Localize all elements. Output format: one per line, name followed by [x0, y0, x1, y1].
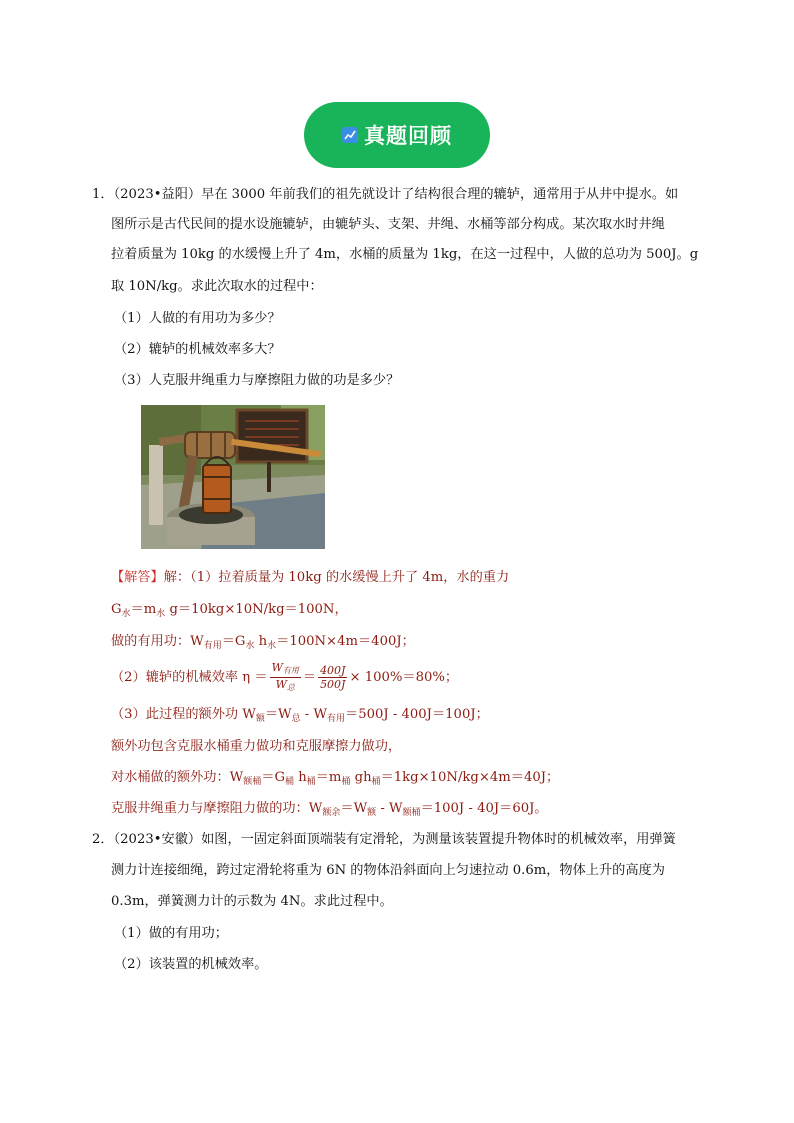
banner-title: 真题回顾 [364, 124, 452, 148]
answer-line-3: 做的有用功：$W_{有用}=G_水$ $h_水=100N\times 4m=400J$； [111, 634, 415, 651]
efficiency-fraction-numeric: $\frac{400J}{500J}$ [320, 664, 346, 691]
answer-line-8: 克服井绳重力与摩擦阻力做的功：$W_{额余}=W_额 - W_{额桶}=100J - 40J=60J$。 [111, 801, 548, 818]
answer-line-1 [111, 569, 509, 587]
q2-subquestion-2: （2）该装置的机械效率。 [114, 957, 268, 972]
q2-line-1: 2．（2023•安徽）如图，一固定斜面顶端装有定滑轮，为测量该装置提升物体时的机械效率，用弹簧 [92, 832, 676, 847]
windlass-photo [141, 405, 325, 549]
section-banner [304, 102, 490, 168]
q1-line-4: 取 10N/kg。求此次取水的过程中： [111, 279, 323, 294]
answer-tag: 【解答】 [111, 570, 164, 585]
efficiency-fraction-symbolic: $\frac{W_{有用}}{W_总}$ [271, 661, 299, 692]
q2-line-3: 0.3m，弹簧测力计的示数为 4N。求此过程中。 [111, 894, 393, 909]
answer-line-2: $G_水=m_水$ g＝10kg×10N/kg＝100N， [111, 602, 348, 619]
answer-line-4-efficiency: （2）辘轳的机械效率 η ＝ $\frac{W_{有用}}{W_总}$ ＝ $\frac{400J}{500J}$ × 100%＝80%； [111, 661, 459, 692]
q1-subquestion-1: （1）人做的有用功为多少？ [114, 311, 281, 326]
answer-line-6: 额外功包含克服水桶重力做功和克服摩擦力做功， [111, 739, 402, 754]
answer-line-5: （3）此过程的额外功 $W_额=W_总 - W_{有用}=500J - 400J=100J$； [111, 707, 489, 724]
q1-line-2: 图所示是古代民间的提水设施辘轳，由辘轳头、支架、井绳、水桶等部分构成。某次取水时井绳 [111, 217, 665, 232]
chart-trend-icon [342, 127, 358, 143]
answer-line-7: 对水桶做的额外功：$W_{额桶}=G_桶$ $h_桶=m_桶$ $gh_桶=1kg\times 10N/kg\times 4m=40J$； [111, 770, 560, 787]
q1-line-3: 拉着质量为 10kg 的水缓慢上升了 4m，水桶的质量为 1kg，在这一过程中，人做的总功为 500J。g [111, 247, 699, 262]
q1-line-1: 1．（2023•益阳）早在 3000 年前我们的祖先就设计了结构很合理的辘轳，通常用于从井中提水。如 [92, 187, 679, 202]
q1-subquestion-3: （3）人克服井绳重力与摩擦阻力做的功是多少？ [114, 373, 400, 388]
q2-subquestion-1: （1）做的有用功； [114, 926, 228, 941]
q2-line-2: 测力计连接细绳，跨过定滑轮将重为 6N 的物体沿斜面向上匀速拉动 0.6m，物体上升的高度为 [111, 863, 665, 878]
q1-subquestion-2: （2）辘轳的机械效率多大？ [114, 342, 281, 357]
answer-line-1-text: 解：（1）拉着质量为 10kg 的水缓慢上升了 4m，水的重力 [163, 570, 510, 585]
